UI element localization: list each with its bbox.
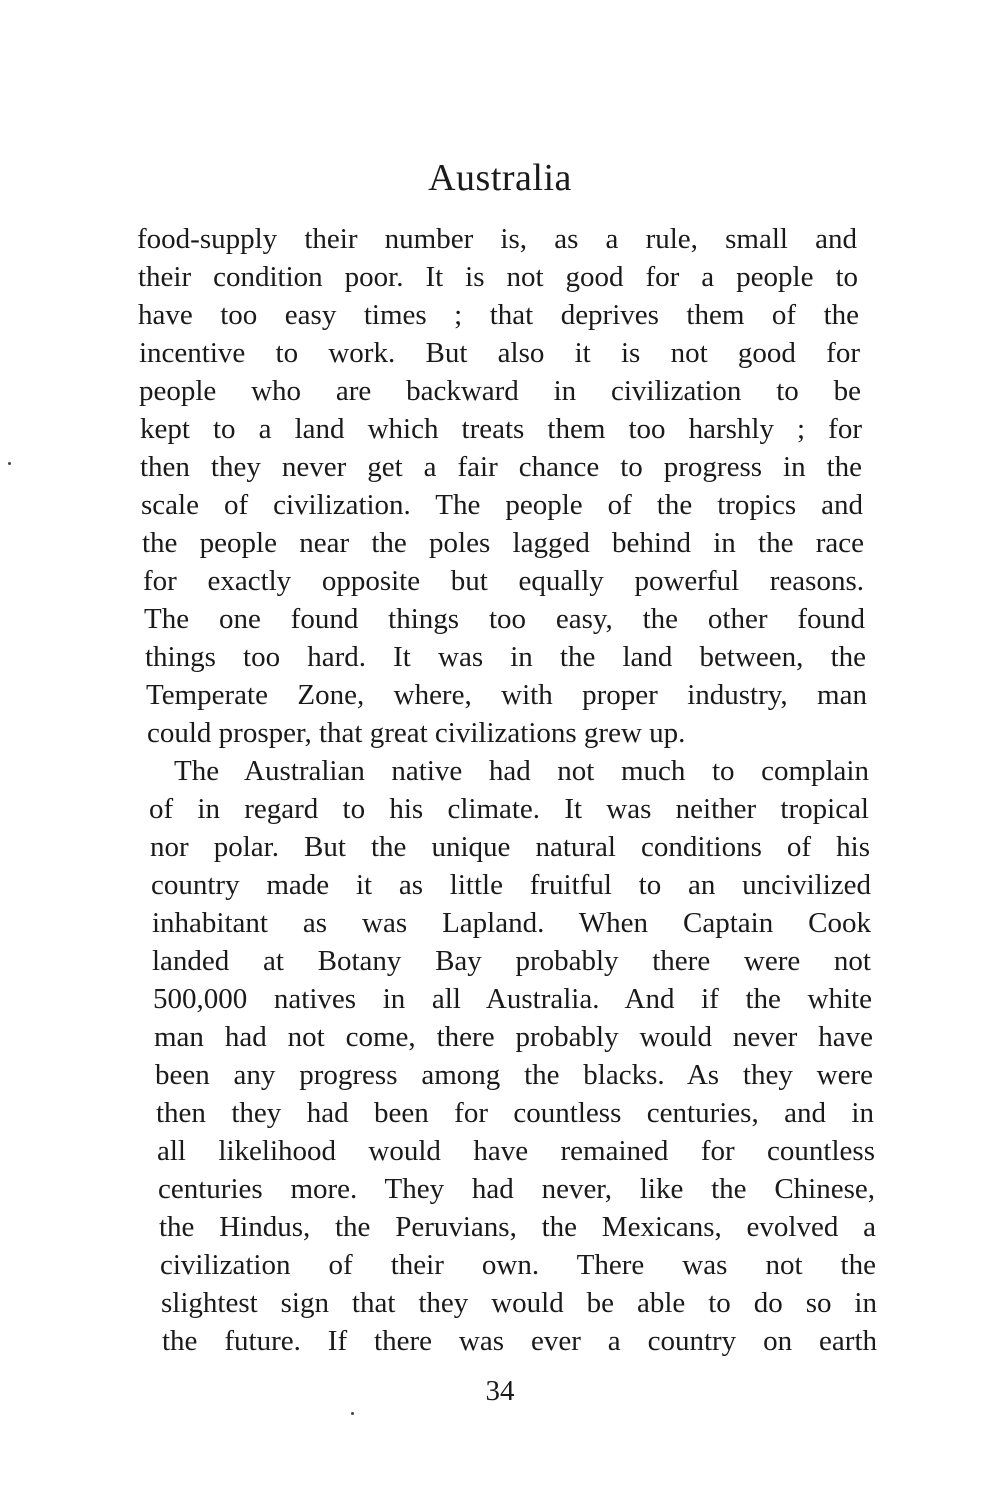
text-line: Temperate Zone, where, with proper industry, man [146, 679, 867, 711]
text-line: scale of civilization. The people of the tropics and [141, 489, 863, 521]
text-line: nor polar. But the unique natural conditions of his [150, 831, 870, 863]
text-line: centuries more. They had never, like the Chinese, [158, 1173, 875, 1205]
text-line: then they had been for countless centuries, and in [156, 1097, 874, 1129]
text-line: 500,000 natives in all Australia. And if the white [153, 983, 872, 1015]
text-line: have too easy times ; that deprives them of the [138, 299, 859, 331]
text-line: kept to a land which treats them too harshly ; for [140, 413, 862, 445]
text-line: been any progress among the blacks. As they were [155, 1059, 873, 1091]
text-line: food-supply their number is, as a rule, small and [137, 223, 857, 255]
text-line: could prosper, that great civilizations grew up. [147, 717, 686, 749]
text-line: people who are backward in civilization to be [139, 375, 861, 407]
text-line: all likelihood would have remained for countless [157, 1135, 875, 1167]
text-line: landed at Botany Bay probably there were not [152, 945, 871, 977]
text-line: then they never get a fair chance to progress in the [140, 451, 862, 483]
text-line: the people near the poles lagged behind in the race [142, 527, 864, 559]
text-line: The one found things too easy, the other found [144, 603, 865, 635]
text-line: incentive to work. But also it is not good for [139, 337, 860, 369]
page-number: 34 [485, 1375, 515, 1407]
text-line: things too hard. It was in the land between, the [145, 641, 866, 673]
text-line: for exactly opposite but equally powerful reasons. [143, 565, 864, 597]
scan-speck [351, 1412, 354, 1415]
text-line: slightest sign that they would be able to do so in [161, 1287, 877, 1319]
scan-speck [8, 462, 11, 465]
text-line: of in regard to his climate. It was neither tropical [149, 793, 869, 825]
text-line: man had not come, there probably would never have [154, 1021, 873, 1053]
text-line: their condition poor. It is not good for a people to [138, 261, 858, 293]
text-line: civilization of their own. There was not the [160, 1249, 876, 1281]
text-line: inhabitant as was Lapland. When Captain Cook [152, 907, 871, 939]
text-line: the Hindus, the Peruvians, the Mexicans, evolved a [159, 1211, 876, 1243]
text-line: country made it as little fruitful to an uncivilized [151, 869, 871, 901]
text-line: The Australian native had not much to complain [174, 755, 869, 787]
text-line: the future. If there was ever a country on earth [162, 1325, 877, 1357]
page-header-title: Australia [428, 157, 572, 199]
